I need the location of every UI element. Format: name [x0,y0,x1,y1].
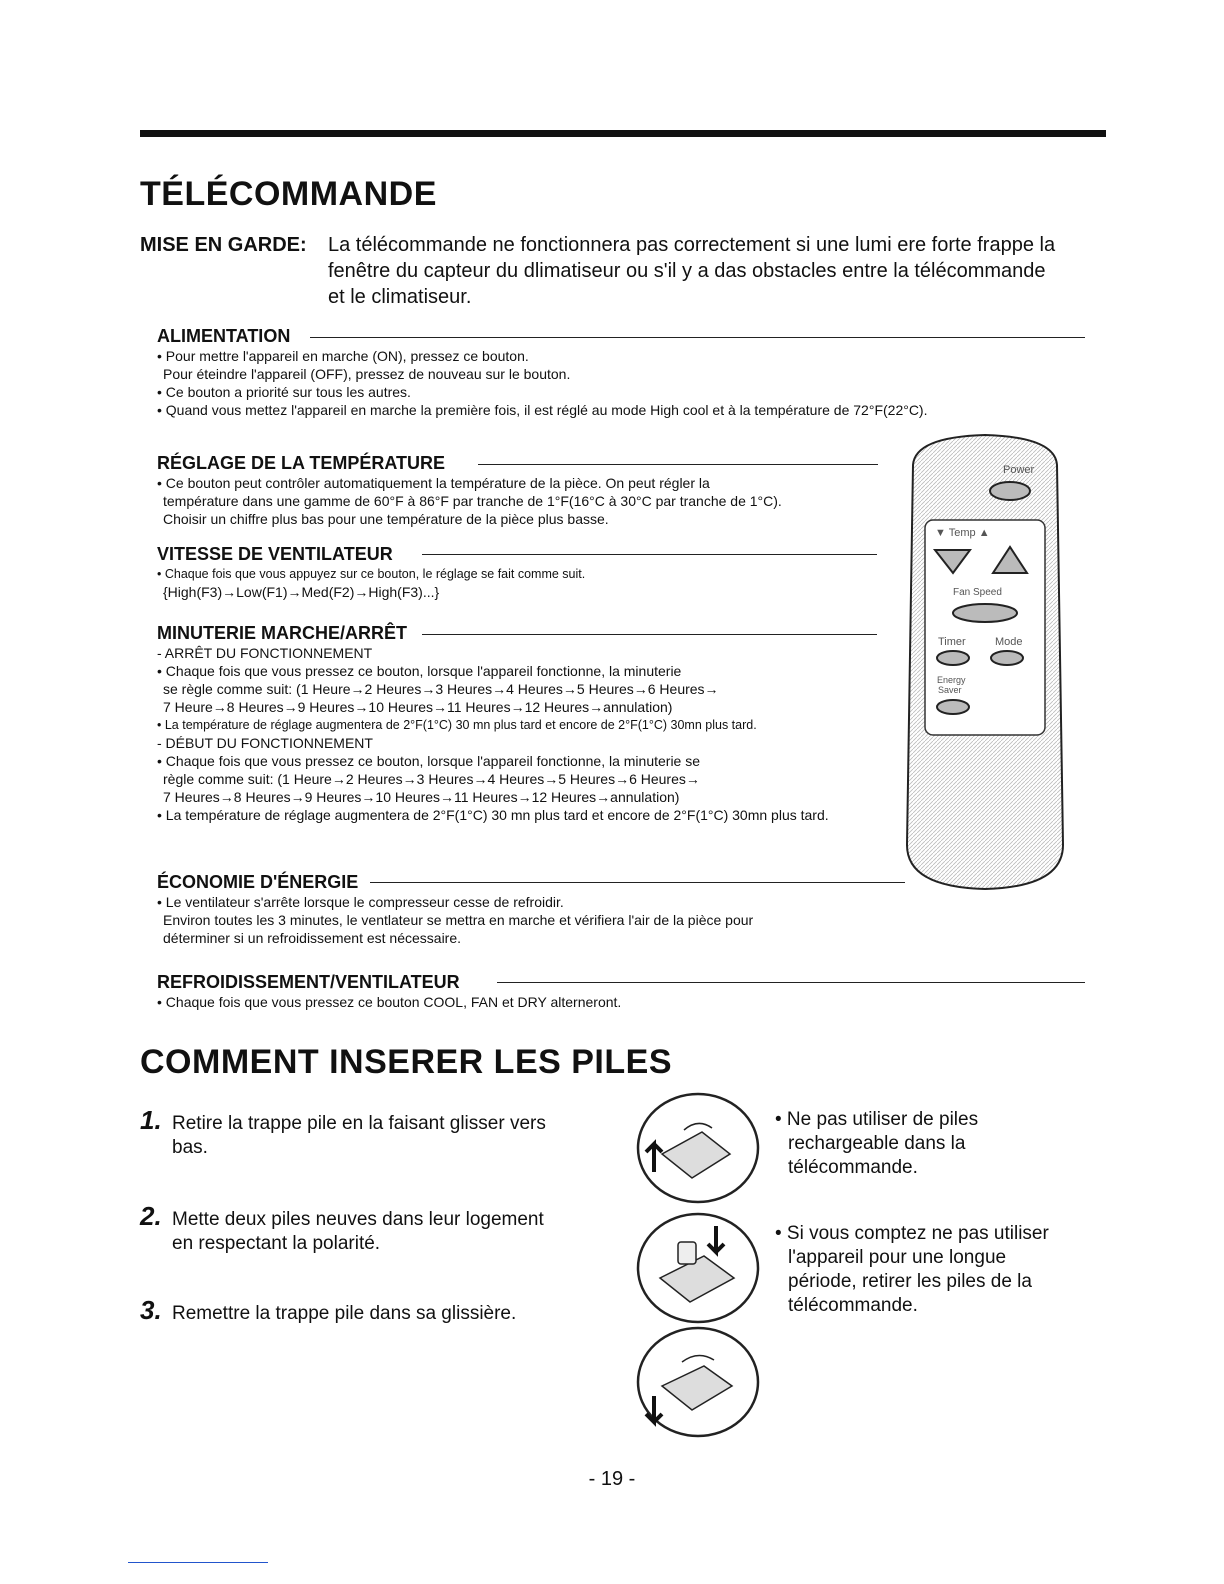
note-line: • Si vous comptez ne pas utiliser [775,1223,1049,1244]
illustration-close-cover [632,1326,764,1438]
note-line: télécommande. [788,1157,918,1178]
step-3 [140,1295,610,1326]
text-line: • Pour mettre l'appareil en marche (ON), pressez ce bouton. [157,348,529,364]
fan-speed-label: Fan Speed [953,587,1002,598]
caution-label: MISE EN GARDE: [140,234,307,256]
text-line: - ARRÊT DU FONCTIONNEMENT [157,645,373,661]
step-number: 3. [140,1295,162,1325]
text-line: Environ toutes les 3 minutes, le ventlateur se mettra en marche et vérifiera l'air de la pièce pour [163,912,754,928]
temp-label: ▼ Temp ▲ [935,527,990,539]
step-2 [140,1201,610,1256]
section-heading: ÉCONOMIE D'ÉNERGIE [157,872,359,892]
section-temperature [157,452,877,528]
section-ventilateur [157,543,877,601]
mode-label: Mode [995,636,1023,648]
illustration-open-cover [632,1092,764,1204]
text-line: - DÉBUT DU FONCTIONNEMENT [157,735,373,751]
section-heading: ALIMENTATION [157,326,291,346]
text-line: • Chaque fois que vous pressez ce bouton, lorsque l'appareil fonctionne, la minuterie [157,663,682,679]
step-1 [140,1105,610,1160]
text-line: • Ce bouton a priorité sur tous les autres. [157,384,411,400]
section-alimentation [157,325,1057,419]
fan-speed-button [953,604,1017,622]
text-line: se règle comme suit: (1 Heure→2 Heures→3 Heures→4 Heures→5 Heures→6 Heures→ [163,681,719,697]
step-text: Remettre la trappe pile dans sa glissière. [172,1303,517,1324]
caution-line-3: et le climatiseur. [328,286,472,308]
mode-button [991,651,1023,665]
note-line: période, retirer les piles de la [788,1271,1032,1292]
text-line: 7 Heure→8 Heures→9 Heures→10 Heures→11 Heures→12 Heures→annulation) [163,699,673,715]
step-text: Retire la trappe pile en la faisant glisser vers [172,1113,546,1134]
caution-line-1: La télécommande ne fonctionnera pas correctement si une lumi ere forte frappe la [328,234,1056,256]
page-title-remote: TÉLÉCOMMANDE [140,175,437,213]
section-heading: VITESSE DE VENTILATEUR [157,544,393,564]
text-line: • Le ventilateur s'arrête lorsque le compresseur cesse de refroidir. [157,894,564,910]
note-1 [775,1108,1105,1180]
energy-label: Energy [937,675,966,685]
text-line: déterminer si un refroidissement est nécessaire. [163,930,462,946]
timer-label: Timer [938,636,966,648]
section-minuterie [157,622,897,824]
note-line: l'appareil pour une longue [788,1247,1007,1268]
section-heading: RÉGLAGE DE LA TEMPÉRATURE [157,453,446,473]
step-text: en respectant la polarité. [172,1233,381,1254]
text-line: température dans une gamme de 60°F à 86°F par tranche de 1°F(16°C à 30°C par tranche de 1°C). [163,493,782,509]
text-line: • Chaque fois que vous appuyez sur ce bouton, le réglage se fait comme suit. [157,567,586,581]
section-title-batteries: COMMENT INSERER LES PILES [140,1043,672,1081]
saver-label: Saver [938,685,962,695]
top-rule [140,130,1106,137]
text-line: {High(F3)→Low(F1)→Med(F2)→High(F3)...} [163,584,440,600]
page-number: - 19 - [588,1468,636,1490]
step-number: 1. [140,1105,162,1135]
illustration-insert-batteries [632,1212,764,1324]
text-line: • La température de réglage augmentera de 2°F(1°C) 30 mn plus tard et encore de 2°F(1°C) 30mn plus tard. [157,718,757,732]
text-line: Pour éteindre l'appareil (OFF), pressez de nouveau sur le bouton. [163,366,571,382]
section-heading: REFROIDISSEMENT/VENTILATEUR [157,972,460,992]
caution-line-2: fenêtre du capteur du dlimatiseur ou s'il y a das obstacles entre la télécommande [328,260,1046,282]
power-label: Power [1003,464,1035,476]
section-economie [157,871,917,947]
note-line: rechargeable dans la [788,1133,966,1154]
text-line: règle comme suit: (1 Heure→2 Heures→3 Heures→4 Heures→5 Heures→6 Heures→ [163,771,700,787]
text-line: Choisir un chiffre plus bas pour une température de la pièce plus basse. [163,511,609,527]
step-text: Mette deux piles neuves dans leur logement [172,1209,544,1230]
note-line: • Ne pas utiliser de piles [775,1109,979,1130]
text-line: 7 Heures→8 Heures→9 Heures→10 Heures→11 Heures→12 Heures→annulation) [163,789,680,805]
caution-block [140,232,1110,308]
text-line: • Ce bouton peut contrôler automatiquement la température de la pièce. On peut régler la [157,475,710,491]
timer-button [937,651,969,665]
note-line: télécommande. [788,1295,918,1316]
text-line: • Chaque fois que vous pressez ce bouton COOL, FAN et DRY alterneront. [157,994,622,1010]
section-refroidissement [157,971,917,1011]
energy-saver-button [937,700,969,714]
power-button [990,482,1030,500]
text-line: • Chaque fois que vous pressez ce bouton, lorsque l'appareil fonctionne, la minuterie se [157,753,701,769]
remote-control-illustration [885,425,1090,895]
step-number: 2. [140,1201,162,1231]
note-2 [775,1222,1105,1318]
text-line: • Quand vous mettez l'appareil en marche la première fois, il est réglé au mode High cool et à la température de 72°F(22°C). [157,402,928,418]
bottom-link-underline [128,1562,268,1563]
section-heading: MINUTERIE MARCHE/ARRÊT [157,623,407,643]
text-line: • La température de réglage augmentera de 2°F(1°C) 30 mn plus tard et encore de 2°F(1°C) 30mn plus tard. [157,807,829,823]
step-text: bas. [172,1137,208,1158]
